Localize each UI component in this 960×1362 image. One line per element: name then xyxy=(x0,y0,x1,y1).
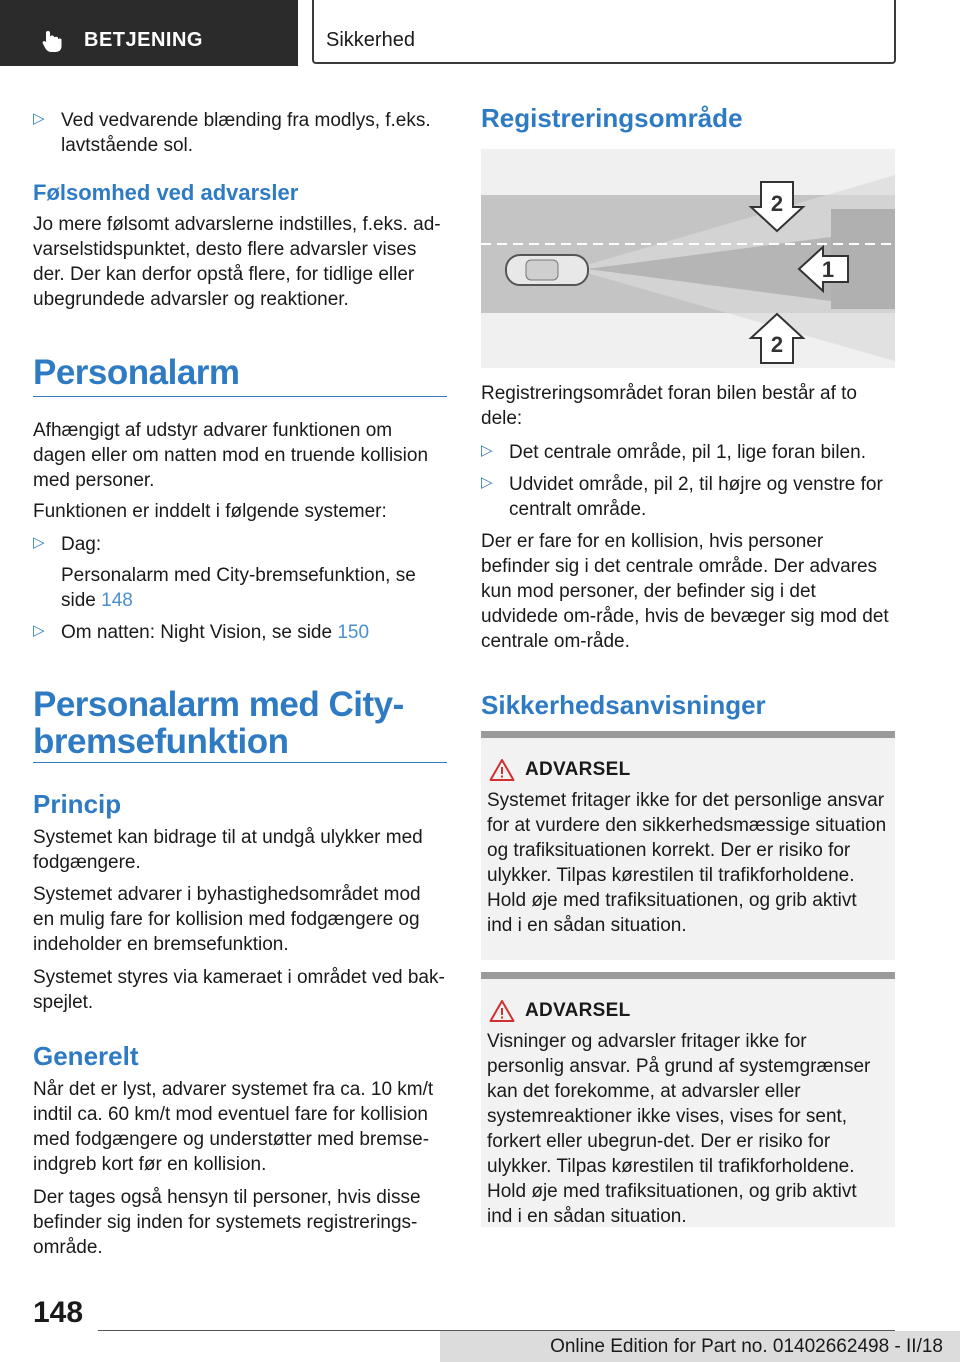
city-heading-line2: bremsefunktion xyxy=(33,722,289,761)
page-number: 148 xyxy=(33,1296,84,1329)
warning-header xyxy=(481,979,895,1023)
warning-bar xyxy=(481,731,895,738)
day-label: Dag: xyxy=(61,534,102,555)
list-item xyxy=(481,440,895,465)
arrow-2-top-label: 2 xyxy=(770,191,784,216)
personalarm-p2: Funktionen er inddelt i følgende systemer: xyxy=(33,501,387,522)
triangle-bullet-icon: ▷ xyxy=(33,622,45,639)
arrow-1-label: 1 xyxy=(821,257,835,282)
sensitivity-body: Jo mere følsomt advarslerne indstilles, f.eks. ad-varselstidspunktet, desto flere advarsler vises der. Der kan derfor opstå flere, for tidlige eller ubegrundede advarsler og reaktioner. xyxy=(33,214,441,310)
reg-heading: Registreringsområde xyxy=(481,103,743,133)
generelt-p2: Der tages også hensyn til personer, hvis disse befinder sig inden for systemets registrerings-område. xyxy=(33,1187,421,1258)
night-text-label: Om natten: Night Vision, se side xyxy=(61,622,333,643)
day-detail xyxy=(61,563,443,613)
reg-bullet-1: Det centrale område, pil 1, lige foran bilen. xyxy=(509,442,866,463)
list-item xyxy=(33,108,433,158)
princip-p2: Systemet advarer i byhastighedsområdet mod en mulig fare for kollision med fodgængere og indeholder en bremsefunktion. xyxy=(33,884,421,955)
section-header-label: Sikkerhed xyxy=(326,29,415,51)
warning-triangle-icon xyxy=(489,758,515,782)
warning-triangle-icon xyxy=(489,999,515,1023)
triangle-bullet-icon: ▷ xyxy=(33,534,45,551)
section-header-box xyxy=(312,0,896,64)
page-header xyxy=(0,0,960,66)
detection-area-diagram xyxy=(481,149,895,368)
page-link-150[interactable]: 150 xyxy=(337,622,370,643)
intro-bullet-text: Ved vedvarende blænding fra modlys, f.eks. lavtstående sol. xyxy=(61,110,431,156)
list-item xyxy=(481,472,895,522)
warning-header xyxy=(481,738,895,782)
triangle-bullet-icon: ▷ xyxy=(481,442,493,459)
reg-p2: Der er fare for en kollision, hvis personer befinder sig i det centrale område. Der advares kun mod personer, der befinder sig i det udvidede om-råde, hvis de bevæger sig mod det centrale om-råde. xyxy=(481,531,889,652)
princip-p1: Systemet kan bidrage til at undgå ulykker med fodgængere. xyxy=(33,827,423,873)
reg-bullet-2: Udvidet område, pil 2, til højre og venstre for centralt område. xyxy=(509,474,883,520)
generelt-heading: Generelt xyxy=(33,1041,139,1071)
princip-p3: Systemet styres via kameraet i området ved bak-spejlet. xyxy=(33,967,445,1013)
warning-text: Visninger og advarsler fritager ikke for personlig ansvar. På grund af systemgrænser kan det forekomme, at advarsler eller systemreaktioner ikke vises, vises for sent, forkert eller ubegrun-det. Der er risiko for ulykker. Tilpas kørestilen til trafikforholdene. Hold øje med trafiksituationen, og grib aktivt ind i en sådan situation. xyxy=(487,1031,871,1227)
city-heading xyxy=(33,686,447,760)
princip-heading: Princip xyxy=(33,789,122,819)
warning-title: ADVARSEL xyxy=(525,759,631,780)
edition-footer: Online Edition for Part no. 01402662498 - II/18 xyxy=(440,1331,960,1362)
chapter-tab[interactable] xyxy=(0,0,298,66)
warning-text: Systemet fritager ikke for det personlige ansvar for at vurdere den sikkerhedsmæssige situation og trafiksituationen korrekt. Der er risiko for ulykker. Tilpas kørestilen til trafikforholdene. Hold øje med trafiksituationen, og grib aktivt ind i en sådan situation. xyxy=(487,790,887,936)
page-link-148[interactable]: 148 xyxy=(101,590,133,611)
warning-box-2 xyxy=(481,972,895,1227)
city-heading-line1: Personalarm med City- xyxy=(33,685,404,724)
reg-p1: Registreringsområdet foran bilen består af to dele: xyxy=(481,383,857,429)
warning-bar xyxy=(481,972,895,979)
list-item xyxy=(33,532,443,613)
heading-rule xyxy=(33,396,447,397)
hand-pointer-icon xyxy=(40,28,66,54)
personalarm-p1: Afhængigt af udstyr advarer funktionen om dagen eller om natten mod en truende kollision med personer. xyxy=(33,420,429,491)
safety-heading: Sikkerhedsanvisninger xyxy=(481,690,766,720)
triangle-bullet-icon: ▷ xyxy=(33,110,45,127)
night-text xyxy=(61,620,443,645)
list-item xyxy=(33,620,443,645)
personalarm-heading: Personalarm xyxy=(33,353,240,392)
car-icon xyxy=(506,255,588,285)
chapter-tab-label: BETJENING xyxy=(84,29,203,51)
arrow-2-bottom-label: 2 xyxy=(770,332,784,357)
sensitivity-heading: Følsomhed ved advarsler xyxy=(33,180,299,205)
triangle-bullet-icon: ▷ xyxy=(481,474,493,491)
day-detail-text: Personalarm med City-bremsefunktion, se side xyxy=(61,565,416,611)
warning-title: ADVARSEL xyxy=(525,1000,631,1021)
warning-box-1 xyxy=(481,731,895,960)
heading-rule xyxy=(33,762,447,763)
generelt-p1: Når det er lyst, advarer systemet fra ca. 10 km/t indtil ca. 60 km/t mod eventuel fare for kollision med fodgængere og understøtter med bremse-indgreb kort før en kollision. xyxy=(33,1079,434,1175)
